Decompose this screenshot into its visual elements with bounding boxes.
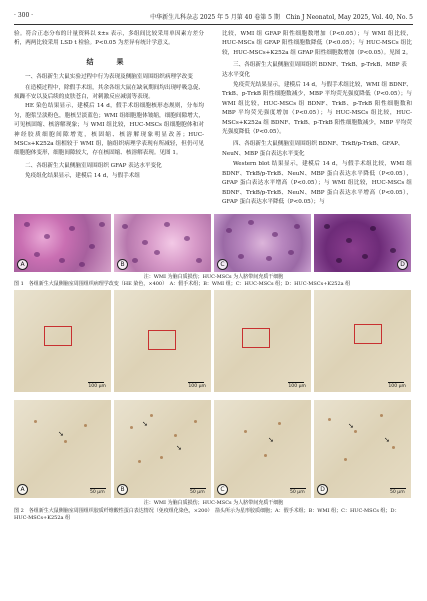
panel-label: B bbox=[117, 484, 128, 495]
figure-2-panel-c-magnified bbox=[214, 400, 311, 498]
figure-2-panel-c-overview bbox=[214, 290, 311, 392]
results-heading: 结 果 bbox=[86, 56, 132, 66]
figure-2-panel-b-overview bbox=[114, 290, 211, 392]
section-3-paragraph-1: 免疫荧光结果显示，建模后 14 d，与假手术组比较，WMI 组 BDNF、TrkB、p-TrkB 阳性细胞数减少，MBP 平均荧光强度降低（P<0.05）；与 WMI 组比较，HUC-MSCs 组 BDNF、TrkB、p-TrkB 阳性细胞数和 MBP 平均荧光强度增加（P<0.05）；与 HUC-MSCs 组比较，HUC-MSCs+K252a 组 BDNF、TrkB、p-TrkB 阳性细胞数减少，MBP 平均荧光强度降低（P<0.05）。 bbox=[222, 82, 412, 136]
panel-label: C bbox=[217, 484, 228, 495]
figure-1-he-staining bbox=[14, 214, 413, 272]
arrow-icon: ➘ bbox=[58, 430, 64, 438]
panel-label: D bbox=[397, 259, 408, 270]
section-1-paragraph-1: 在造模过程中，除假手术组，其余各组大鼠在缺氧期间均出现呼吸急促、烦躁不安以及后续的皮肤苍白，对刺激反应减弱等表现。 bbox=[14, 84, 205, 101]
figure-1-panel-c bbox=[214, 214, 311, 272]
arrow-icon: ➘ bbox=[348, 422, 354, 430]
scale-bar: 50 μm bbox=[190, 490, 205, 495]
scale-bar: 100 μm bbox=[88, 384, 106, 389]
panel-label: D bbox=[317, 484, 328, 495]
arrow-icon: ➘ bbox=[268, 436, 274, 444]
figure-2-caption: 图 2 各组新生大鼠侧脑室周围组织胶质纤维酸性蛋白表达情况（免疫组化染色，×200） 箭头所示为星形胶质细胞；A：假手术组；B：WMI 组；C：HUC-MSCs 组；D：HUC-MSCs+K252a 组 bbox=[14, 508, 400, 522]
scale-bar: 50 μm bbox=[90, 490, 105, 495]
scale-bar: 50 μm bbox=[290, 490, 305, 495]
section-2-paragraph-1: 免疫组化结果显示，建模后 14 d，与假手术组 bbox=[25, 173, 140, 180]
zoom-region-box bbox=[354, 324, 382, 344]
arrow-icon: ➘ bbox=[384, 436, 390, 444]
section-4-paragraph-1: Western blot 结果显示，建模后 14 d，与假手术组比较，WMI 组 BDNF、TrkB/p-TrkB、NeuN、MBP 蛋白表达水平降低（P<0.05），GFAP 蛋白表达水平增高（P<0.05）；与 WMI 组比较，HUC-MSCs 组 BDNF、TrkB/p-TrkB、NeuN、MBP 蛋白表达水平增高（P<0.05），GFAP 蛋白表达水平降低（P<0.05）；与 bbox=[222, 161, 412, 205]
section-3-title: 三、各组新生大鼠侧脑室周围组织 BDNF、TrkB、p-TrkB、MBP 表达水平变化 bbox=[222, 62, 407, 78]
zoom-region-box bbox=[242, 328, 270, 348]
journal-citation: 中华新生儿科杂志 2025 年 5 月第 40 卷第 5 期 Chin J Neonatol, May 2025, Vol. 40, No. 5 bbox=[150, 14, 413, 21]
section-4-title: 四、各组新生大鼠侧脑室周围组织 BDNF、TrkB/p-TrkB、GFAP、NeuN、MBP 蛋白表达水平变化 bbox=[222, 141, 404, 157]
figure-1-annotation: 注：WMI 为脑白质损伤；HUC-MSCs 为人脐带间充质干细胞 bbox=[143, 274, 284, 280]
figure-2-panel-d-magnified bbox=[314, 400, 411, 498]
figure-2-annotation: 注：WMI 为脑白质损伤；HUC-MSCs 为人脐带间充质干细胞 bbox=[143, 500, 284, 506]
scale-bar: 50 μm bbox=[390, 490, 405, 495]
panel-label: B bbox=[117, 259, 128, 270]
section-1-paragraph-2: HE 染色结果显示，建模后 14 d，假手术组细胞核形态规则，分布均匀，胞浆呈淡粉色，胞核呈淡蓝色；WMI 组细胞胞体皱缩，细胞间隙增大，可见核固缩、核溶解现象；与 WMI 组比较，HUC-MSCs 组细胞胞体和对神经胶质细胞间隙增宽，核固缩、核溶解现象明显改善；HUC-MSCs+K252a 组相较于 WMI 组，脑组织病理学表现有所减轻，但仍可见细胞胞体变形，细胞间隙较大，存在核固缩、核溶解表现。见图 1。 bbox=[14, 103, 204, 157]
panel-label: C bbox=[217, 259, 228, 270]
right-column bbox=[222, 30, 412, 207]
figure-1-caption: 图 1 各组新生大鼠侧脑室周围组织病理学改变（HE 染色，×400） A：假手术组；B：WMI 组；C：HUC-MSCs 组；D：HUC-MSCs+K252a 组 bbox=[14, 281, 351, 287]
scale-bar: 100 μm bbox=[388, 384, 406, 389]
page-number: · 300 · bbox=[14, 12, 34, 19]
zoom-region-box bbox=[44, 326, 72, 346]
figure-1-panel-b bbox=[114, 214, 211, 272]
figure-2-panel-a-overview bbox=[14, 290, 111, 392]
figure-2-panel-b-magnified bbox=[114, 400, 211, 498]
methods-tail-paragraph: 验。符合正态分布的计量资料以 x̄±s 表示，多组间比较采用单因素方差分析，两两比较采用 LSD t 检验。P<0.05 为差异有统计学意义。 bbox=[14, 31, 204, 47]
section-1-title: 一、各组新生大鼠实验过程中行为表现及侧脑室周围组织病理学改变 bbox=[25, 74, 193, 81]
panel-label: A bbox=[17, 259, 28, 270]
running-header bbox=[14, 8, 413, 25]
figure-2-panel-d-overview bbox=[314, 290, 411, 392]
figure-1-panel-d bbox=[314, 214, 411, 272]
arrow-icon: ➘ bbox=[142, 420, 148, 428]
scale-bar: 100 μm bbox=[288, 384, 306, 389]
left-column bbox=[14, 30, 204, 182]
section-2-title: 二、各组新生大鼠侧脑室周围组织 GFAP 表达水平变化 bbox=[25, 162, 162, 169]
scale-bar: 100 μm bbox=[188, 384, 206, 389]
figure-2-panel-a-magnified bbox=[14, 400, 111, 498]
zoom-region-box bbox=[148, 330, 176, 350]
section-2-paragraph-continued: 比较，WMI 组 GFAP 阳性细胞数增加（P<0.05）；与 WMI 组比较，HUC-MSCs 组 GFAP 阳性细胞数降低（P<0.05）；与 HUC-MSCs 组比较，HUC-MSCs+K252a 组 GFAP 阳性细胞数增加（P<0.05）。见图 2。 bbox=[222, 31, 412, 56]
panel-label: A bbox=[17, 484, 28, 495]
figure-1-panel-a bbox=[14, 214, 111, 272]
arrow-icon: ➘ bbox=[176, 444, 182, 452]
